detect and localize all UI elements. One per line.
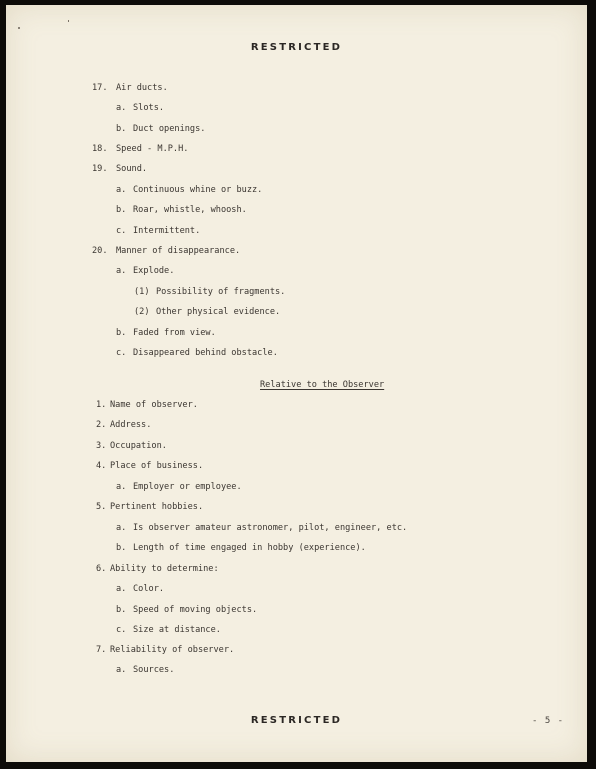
paper-speck [18,27,20,29]
item-number: a. [116,185,127,195]
item-text: Speed - M.P.H. [116,144,189,154]
item-number: b. [116,605,127,615]
item-number: c. [116,226,127,236]
item-text: Other physical evidence. [156,307,281,317]
paper-speck [68,20,69,22]
item-text: Pertinent hobbies. [110,502,204,512]
item-text: Occupation. [110,441,167,451]
item-text: Faded from view. [133,328,216,338]
item-text: Disappeared behind obstacle. [133,348,278,358]
item-number: c. [116,348,127,358]
item-number: 6. [96,564,107,574]
item-number: 1. [96,400,107,410]
item-text: Ability to determine: [110,564,219,574]
item-number: b. [116,543,127,553]
item-number: 20. [92,246,108,256]
item-text: Length of time engaged in hobby (experience). [133,543,366,553]
item-text: Explode. [133,266,175,276]
item-number: b. [116,328,127,338]
item-text: Roar, whistle, whoosh. [133,205,247,215]
item-text: Address. [110,420,152,430]
item-text: Sources. [133,665,175,675]
item-text: Sound. [116,164,148,174]
document-page [6,5,587,762]
item-text: Intermittent. [133,226,201,236]
section-heading: Relative to the Observer [260,380,385,390]
item-text: Manner of disappearance. [116,246,241,256]
item-text: Speed of moving objects. [133,605,258,615]
item-text: Possibility of fragments. [156,287,286,297]
item-number: 5. [96,502,107,512]
item-text: Size at distance. [133,625,221,635]
item-number: a. [116,584,127,594]
item-number: a. [116,665,127,675]
item-text: Is observer amateur astronomer, pilot, engineer, etc. [133,523,408,533]
item-text: Place of business. [110,461,204,471]
item-text: Duct openings. [133,124,206,134]
item-number: 18. [92,144,108,154]
item-number: 4. [96,461,107,471]
item-number: b. [116,124,127,134]
item-text: Reliability of observer. [110,645,235,655]
item-number: a. [116,103,127,113]
item-number: 7. [96,645,107,655]
item-number: 3. [96,441,107,451]
item-text: Air ducts. [116,83,168,93]
item-text: Color. [133,584,165,594]
item-text: Employer or employee. [133,482,242,492]
item-text: Name of observer. [110,400,198,410]
header-classification: RESTRICTED [250,42,343,53]
item-number: a. [116,523,127,533]
footer-classification: RESTRICTED [250,715,343,726]
item-number: (1) [134,287,150,297]
item-number: 17. [92,83,108,93]
item-number: (2) [134,307,150,317]
item-text: Slots. [133,103,165,113]
item-number: a. [116,266,127,276]
item-number: 2. [96,420,107,430]
page-number: - 5 - [532,716,565,726]
item-number: b. [116,205,127,215]
item-number: 19. [92,164,108,174]
item-text: Continuous whine or buzz. [133,185,263,195]
item-number: c. [116,625,127,635]
item-number: a. [116,482,127,492]
